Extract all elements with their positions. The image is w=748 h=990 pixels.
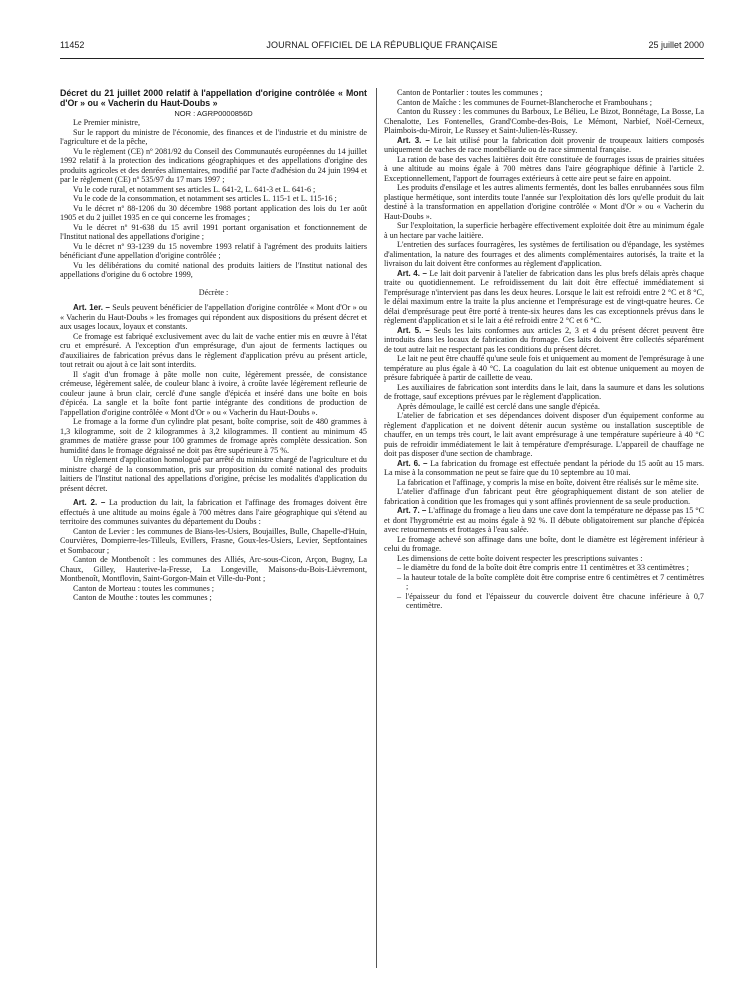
list-item: – la hauteur totale de la boîte complète doit être comprise entre 6 centimètres et 7 centimètres ; [397,572,704,591]
paragraph: Vu le code rural, et notamment ses articles L. 641-2, L. 641-3 et L. 641-6 ; [73,184,316,194]
paragraph: Canton de Mouthe : toutes les communes ; [73,593,212,603]
paragraph: Ce fromage est fabriqué exclusivement avec du lait de vache entier mis en œuvre à l'état cru et emprésuré. A l'exception d'un emprésurage, d'un ajout de ferments lactiques ou d'auxiliaires de fabrication prévus dans le règlement d'application prévu au présent article, tout retrait ou ajout à ce lait sont interdits. [60,331,367,370]
article-label: Art. 3. – [397,135,430,145]
article-text: Le lait utilisé pour la fabrication doit provenir de troupeaux laitiers composés uniquement de vaches de race montbéliarde ou de race simmental française. [384,135,704,154]
paragraph: L'atelier d'affinage d'un fabricant peut être géographiquement distant de son atelier de fabrication à condition que les fromages qui y sont affinés proviennent de sa seule production. [384,487,704,506]
paragraph: Canton du Russey : les communes du Barboux, Le Bélieu, Le Bizot, Bonnétage, La Bosse, La Chenalotte, Les Fontenelles, Grand'Combe-des-Bois, Le Mémont, Narbief, Noël-Cerneux, Plaimbois-du-Miroir, Le Russey et Saint-Julien-lès-Russey. [384,107,704,135]
page-header [60,38,704,52]
decrete-heading: Décrète : [198,287,229,297]
article-text: Seuls peuvent bénéficier de l'appellation d'origine contrôlée « Mont d'Or » ou « Vacherin du Haut-Doubs » les fromages qui répondent aux dispositions du présent décret et aux usages locaux, loyaux et constants. [60,303,368,332]
paragraph: Vu le décret nº 91-638 du 15 avril 1991 portant organisation et fonctionnement de l'Institut national des appellations d'origine ; [60,222,367,242]
article-paragraph [60,498,367,527]
paragraph: Canton de Morteau : toutes les communes ; [73,583,215,593]
article-paragraph [384,506,704,535]
list-item: – l'épaisseur du fond et l'épaisseur du couvercle doivent être chacune inférieure à 0,7 centimètre. [397,591,704,610]
article-text: Seuls les laits conformes aux articles 2, 3 et 4 du présent décret peuvent être introduits dans les locaux de fabrication du fromage. Ces laits doivent être collectés séparément de tout autre lait ne respectant pas les conditions du présent décret. [384,325,704,354]
paragraph: Vu le décret nº 88-1206 du 30 décembre 1988 portant application des lois du 1er août 1905 et du 2 juillet 1935 en ce qui concerne les fromages ; [60,203,367,223]
article-label: Art. 6. – [397,458,428,468]
article-paragraph [60,303,367,332]
paragraph: Les produits d'ensilage et les autres aliments fermentés, dont les balles enrubannées sous film plastique hermétique, sont interdits toute l'année sur l'exploitation dès lors qu'elle produit du lait destiné à la transformation en appellation d'origine contrôlée « Mont d'Or » ou « Vacherin du Haut-Doubs ». [384,183,704,221]
article-paragraph [384,269,704,326]
publication-date: 25 juillet 2000 [648,40,704,50]
paragraph: Vu le code de la consommation, et notamment ses articles L. 115-1 et L. 115-16 ; [73,194,337,204]
paragraph: Le fromage achevé son affinage dans une boîte, dont le diamètre est légèrement inférieur à celui du fromage. [384,534,704,553]
article-label: Art. 4. – [397,268,427,278]
article-text: Le lait doit parvenir à l'atelier de fabrication dans les plus brefs délais après chaque traite ou quotidiennement. Le refroidissement du lait doit être effectué immédiatement si l'emprésurage n'intervient pas dans les deux heures. Lorsque le lait est refroidi entre 2 °C et 8 °C, le délai maximum entre la traite la plus ancienne et l'emprésurage est de vingt-quatre heures. Ce délai d'emprésurage peut être porté à trente-six heures dans les cas exceptionnels prévus dans le règlement d'application et si le lait a été refroidi entre 2 °C et 6 °C. [384,268,705,325]
header-rule [60,58,704,59]
decree-title: Décret du 21 juillet 2000 relatif à l'appellation d'origine contrôlée « Mont d'Or » ou « Vacherin du Haut-Doubs » [60,88,367,109]
article-text: L'affinage du fromage a lieu dans une cave dont la température ne dépasse pas 15 °C et dont l'hygrométrie est au moins égale à 92 %. Il débute obligatoirement sur planche d'épicéa avec retournements et frottages à l'eau salée. [384,506,705,534]
paragraph: Vu le décret nº 93-1239 du 15 novembre 1993 relatif à l'agrément des produits laitiers bénéficiant d'une appellation d'origine contrôlée ; [60,241,367,261]
article-text: La fabrication du fromage est effectuée pendant la période du 15 août au 15 mars. La mise à la consommation ne peut se faire que du 10 septembre au 10 mai. [384,458,705,477]
right-column [384,88,704,611]
paragraph: Les auxiliaires de fabrication sont interdits dans le lait, dans la saumure et dans les solutions de frottage, sauf exceptions prévues par le règlement d'application. [384,382,704,401]
article-paragraph [384,459,704,478]
paragraph: Le Premier ministre, [73,118,141,128]
article-paragraph [384,326,704,355]
article-paragraph [384,136,704,155]
paragraph: Il s'agit d'un fromage à pâte molle non cuite, légèrement pressée, de consistance crémeuse, légèrement salée, de couleur blanc à ivoire, à croûte lavée légèrement refleurie de couleur jaune à brun clair, cerclé d'une sangle d'épicéa et inséré dans une boîte en bois d'épicéa. La sangle et la boîte font partie intégrante des conditions de production de l'appellation d'origine contrôlée « Mont d'Or » ou « Vacherin du Haut-Doubs ». [60,369,367,417]
paragraph: La fabrication et l'affinage, y compris la mise en boîte, doivent être réalisés sur le même site. [397,477,699,487]
paragraph: Canton de Montbenoît : les communes des Alliés, Arc-sous-Cicon, Arçon, Bugny, La Chaux, Gilley, Hauterive-la-Fresse, La Longeville, Maisons-du-Bois-Lièvremont, Montbenoît, Montflovin, Saint-Gorgon-Main et Ville-du-Pont ; [60,555,367,584]
nor-reference: NOR : AGRP0000856D [174,108,253,118]
article-label: Art. 5. – [397,325,430,335]
paragraph: Canton de Maîche : les communes de Fournet-Blancheroche et Frambouhans ; [397,97,652,107]
article-label: Art. 1er. – [73,303,110,313]
article-label: Art. 2. – [73,498,106,508]
paragraph: Vu les délibérations du comité national des produits laitiers de l'Institut national des appellations d'origine du 6 octobre 1999, [60,260,367,280]
paragraph: Le fromage a la forme d'un cylindre plat pesant, boîte comprise, soit de 480 grammes à 1,3 kilogramme, soit de 2 kilogrammes à 3,2 kilogrammes. Il contient au minimum 45 grammes de matière grasse pour 100 grammes de fromage après complète dessication. Son humidité dans le fromage dégraissé ne doit pas être supérieure à 75 %. [60,417,367,455]
paragraph: Le lait ne peut être chauffé qu'une seule fois et uniquement au moment de l'emprésurage à une température au plus égale à 40 °C. La coagulation du lait est obtenue uniquement au moyen de présure fabriquée à partir de caillette de veau. [384,354,704,382]
list-item: – le diamètre du fond de la boîte doit être compris entre 11 centimètres et 33 centimètres ; [397,563,689,572]
article-label: Art. 7. – [397,506,427,515]
paragraph: Canton de Levier : les communes de Bians-les-Usiers, Boujailles, Bulle, Chapelle-d'Huin, Courvières, Dompierre-les-Tilleuls, Evillers, Frasne, Goux-les-Usiers, Levier, Septfontaines et Sombacour ; [60,526,367,555]
journal-title: JOURNAL OFFICIEL DE LA RÉPUBLIQUE FRANÇAISE [266,40,498,50]
article-text: La production du lait, la fabrication et l'affinage des fromages doivent être effectués à une altitude au moins égale à 700 mètres dans l'aire géographique qui s'étend au territoire des communes suivantes du département du Doubs : [60,498,368,527]
paragraph: L'atelier de fabrication et ses dépendances doivent disposer d'un équipement conforme au règlement d'application et ne doivent détenir aucun système ou installation susceptible de chauffer, en un temps très court, le lait avant emprésurage à une température supérieure à 40 °C puis de refroidir immédiatement le lait à température d'emprésurage. L'appareil de chauffage ne doit pas disposer d'une section de chambrage. [384,411,704,458]
paragraph: Les dimensions de cette boîte doivent respecter les prescriptions suivantes : [397,553,643,563]
paragraph: Vu le règlement (CE) nº 2081/92 du Conseil des Communautés européennes du 14 juillet 1992 relatif à la protection des indications géographiques et des appellations d'origine des produits agricoles et des denrées alimentaires, modifié par l'acte d'adhésion du 24 juin 1994 et par le règlement (CE) nº 535/97 du 17 mars 1997 ; [60,146,367,185]
paragraph: L'entretien des surfaces fourragères, les systèmes de fertilisation ou d'épandage, les systèmes d'alimentation, la nature des fourrages et des aliments complémentaires autorisés, la traite et la livraison du lait doivent être conformes au règlement d'application. [384,240,704,268]
paragraph: La ration de base des vaches laitières doit être constituée de fourrages issus de prairies situées à une altitude au moins égale à 700 mètres dans l'aire géographique définie à l'article 2. Exceptionnellement, l'apport de fourrages extérieurs à cette aire peut se faire en appoint. [384,154,704,183]
paragraph: Un règlement d'application homologué par arrêté du ministre chargé de l'agriculture et du ministre chargé de la consommation, pris sur proposition du comité national des produits laitiers de l'Institut national des appellations d'origine, précise les modalités d'application du présent décret. [60,455,367,493]
paragraph: Sur le rapport du ministre de l'économie, des finances et de l'industrie et du ministre de l'agriculture et de la pêche, [60,127,367,147]
left-column [60,88,367,603]
page-number: 11452 [60,40,85,50]
paragraph: Après démoulage, le caillé est cerclé dans une sangle d'épicéa. [397,401,600,411]
paragraph: Canton de Pontarlier : toutes les communes ; [397,88,543,97]
paragraph: Sur l'exploitation, la superficie herbagère effectivement exploitée doit être au minimum égale à un hectare par vache laitière. [384,221,704,240]
column-divider [376,88,377,968]
